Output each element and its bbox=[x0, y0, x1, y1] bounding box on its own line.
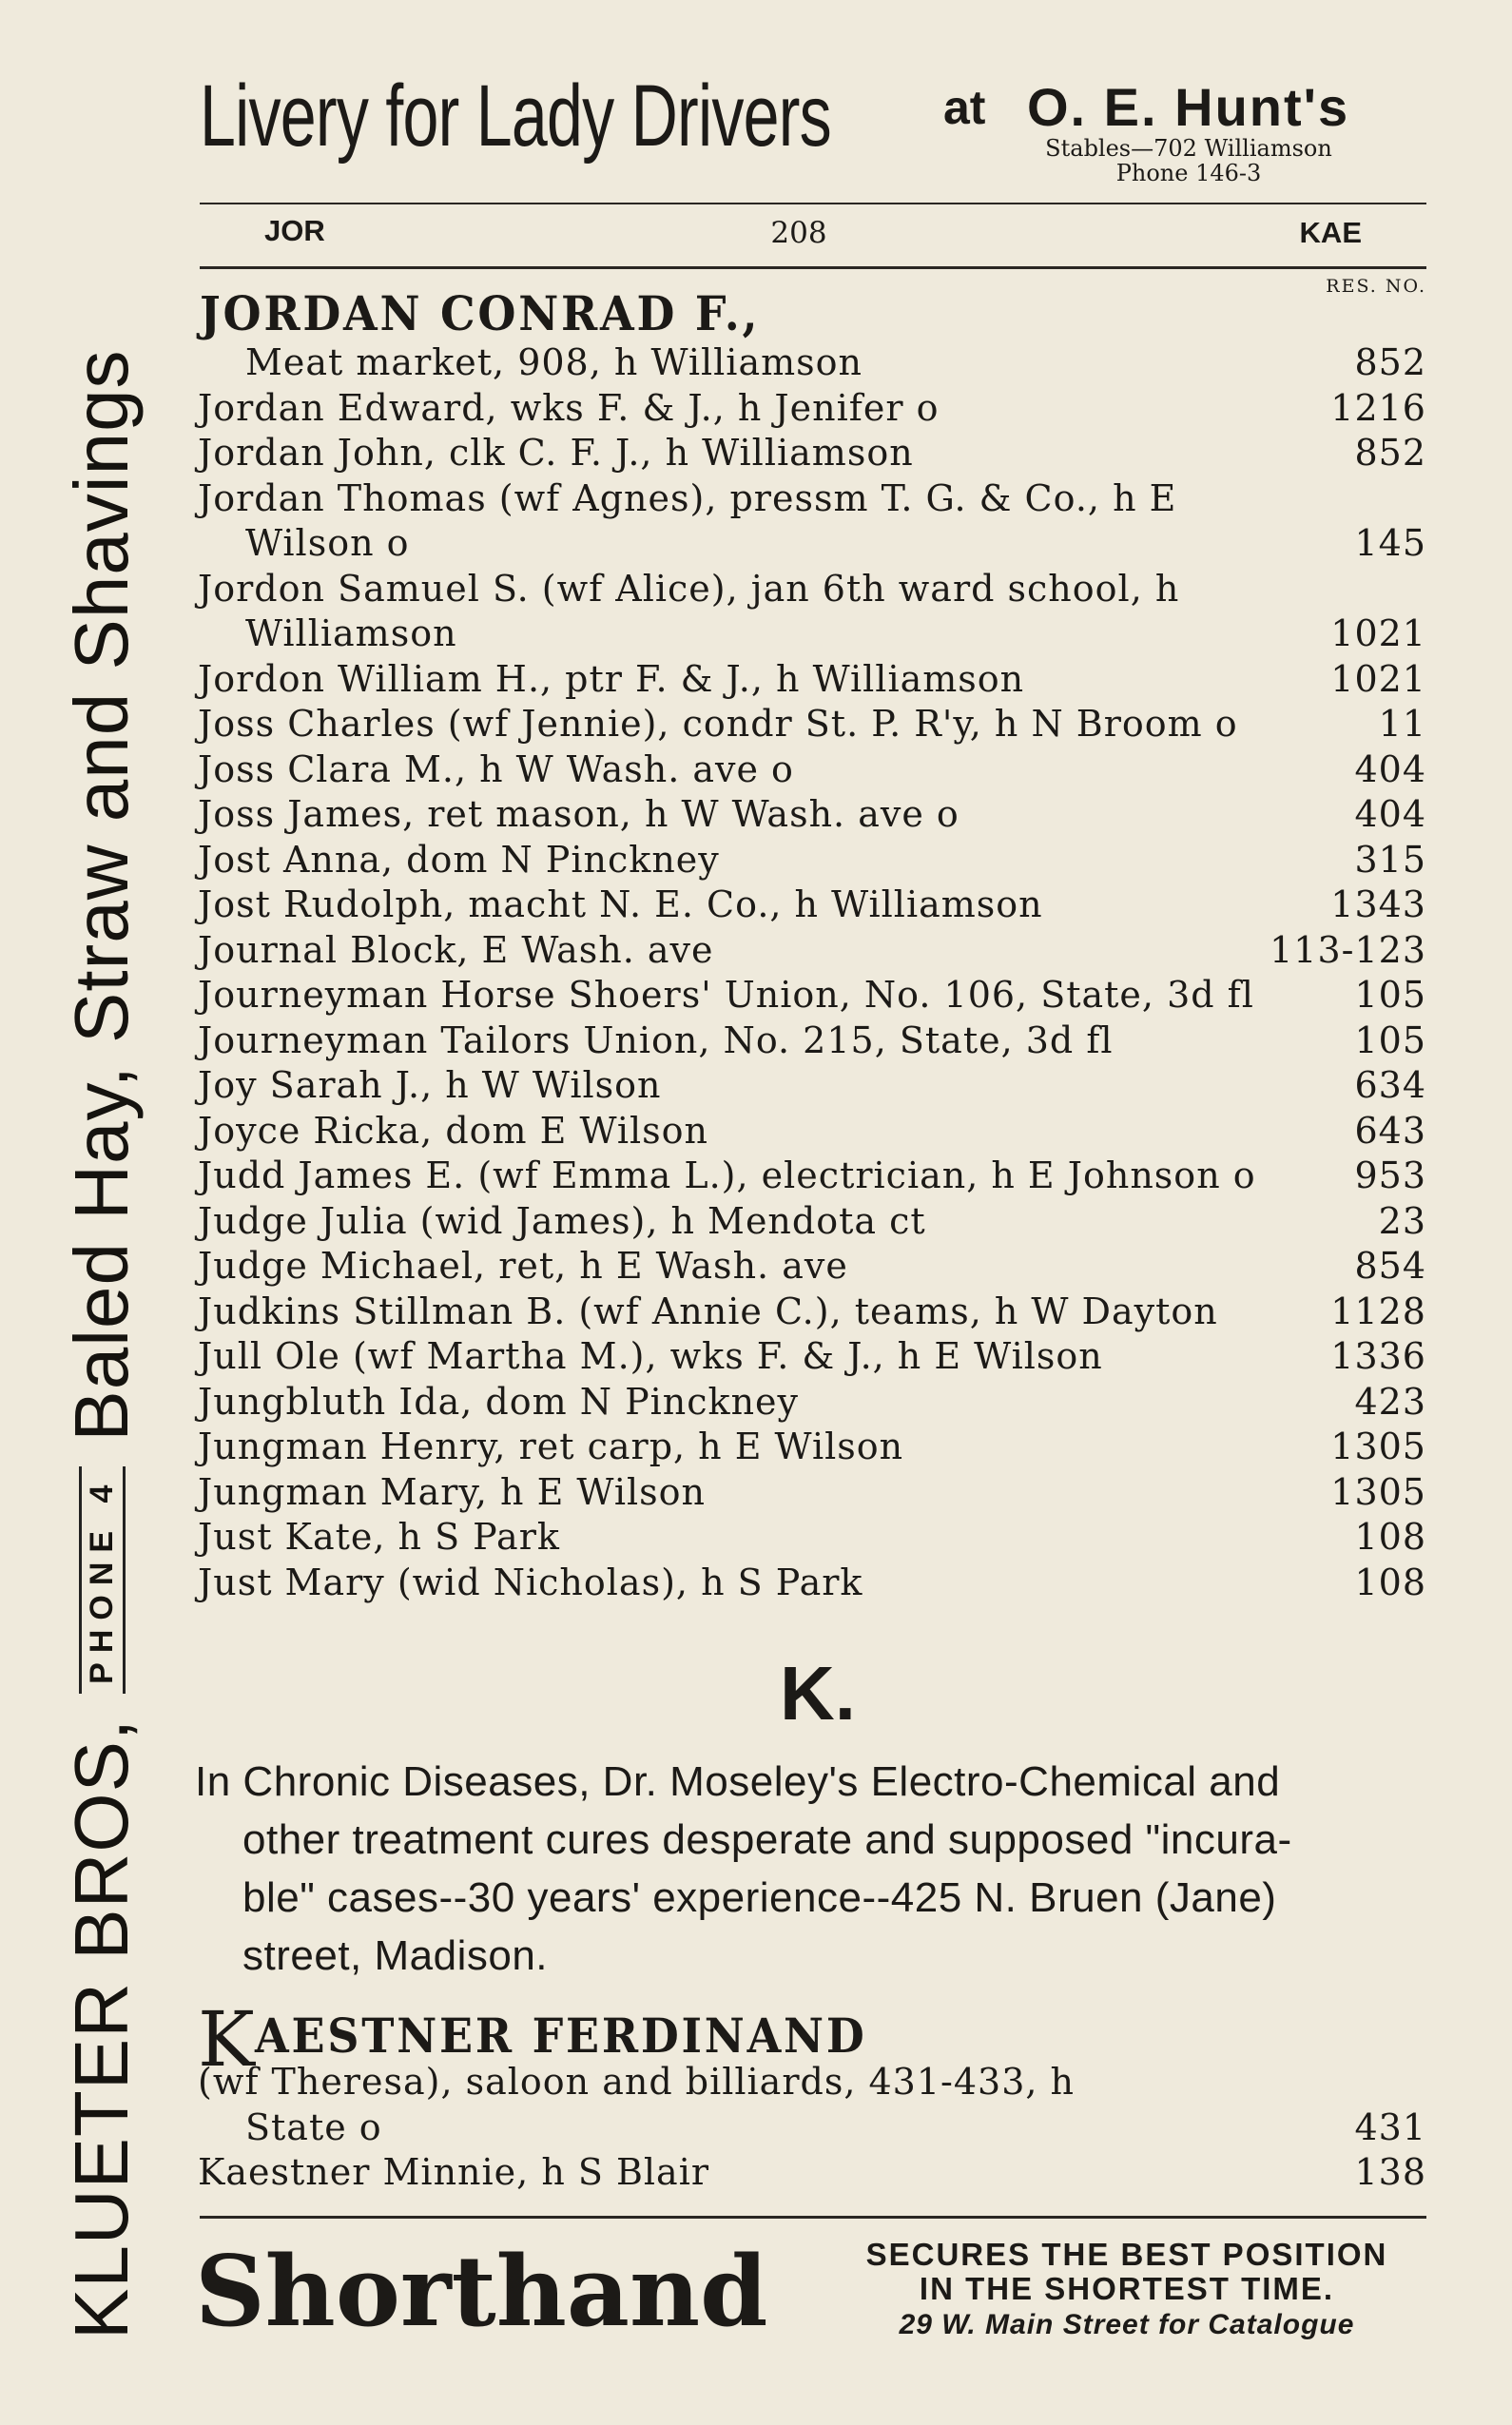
moseley-advertisement bbox=[195, 1753, 1431, 1985]
entry-text: Jost Anna, dom N Pinckney bbox=[198, 838, 720, 881]
top-ad-phone: Phone 146-3 bbox=[1115, 160, 1262, 186]
side-advertisement bbox=[49, 67, 154, 2339]
list-item bbox=[198, 1244, 1426, 1290]
residence-number: 1343 bbox=[1330, 883, 1426, 925]
bottom-ad-line2: IN THE SHORTEST TIME. bbox=[919, 2271, 1335, 2306]
residence-number: 1336 bbox=[1330, 1335, 1426, 1377]
entry-text: Jordon William H., ptr F. & J., h Williamson bbox=[198, 657, 1025, 700]
side-ad-firm: KLUETER BROS, bbox=[59, 1717, 144, 2339]
residence-number: 113-123 bbox=[1270, 928, 1426, 971]
list-item bbox=[198, 928, 1426, 974]
residence-number: 404 bbox=[1354, 747, 1426, 790]
residence-number: 1305 bbox=[1330, 1470, 1426, 1513]
entry-text: Meat market, 908, h Williamson bbox=[245, 341, 863, 383]
entry-text: Jordan Thomas (wf Agnes), pressm T. G. & Co., h E bbox=[198, 476, 1177, 519]
list-item bbox=[198, 431, 1426, 476]
residence-number: 1216 bbox=[1330, 386, 1426, 429]
list-item bbox=[198, 476, 1426, 567]
drop-cap: K bbox=[198, 1995, 255, 2084]
bottom-advertisement bbox=[195, 2235, 1431, 2349]
list-item bbox=[198, 838, 1426, 883]
list-item bbox=[198, 1470, 1426, 1516]
bottom-ad-line1: SECURES THE BEST POSITION bbox=[865, 2237, 1388, 2272]
top-ad-stables: Stables—702 Williamson bbox=[1045, 135, 1332, 162]
list-item bbox=[198, 1515, 1426, 1561]
header-rule-bottom bbox=[200, 266, 1426, 269]
side-ad-phone: PHONE 4 bbox=[79, 1466, 126, 1694]
res-no-label: RES. NO. bbox=[1326, 276, 1426, 297]
list-item bbox=[198, 702, 1426, 747]
side-ad-goods: Baled Hay, Straw and Shavings bbox=[59, 349, 144, 1442]
residence-number: 138 bbox=[1354, 2151, 1426, 2193]
list-item bbox=[198, 1154, 1426, 1199]
residence-number: 953 bbox=[1354, 1154, 1426, 1196]
entry-text: Just Kate, h S Park bbox=[198, 1516, 560, 1558]
entry-text: Joss James, ret mason, h W Wash. ave o bbox=[198, 793, 960, 835]
ad-line: ble" cases--30 years' experience--425 N. Bruen (Jane) bbox=[242, 1874, 1277, 1921]
top-ad-name: O. E. Hunt's bbox=[1027, 77, 1350, 137]
entry-continuation: Wilson o bbox=[245, 522, 410, 564]
list-item bbox=[198, 2060, 1426, 2150]
entry-list-j bbox=[198, 340, 1426, 1605]
residence-number: 1128 bbox=[1330, 1290, 1426, 1332]
section-letter: K. bbox=[780, 1651, 856, 1736]
entry-continuation: State o bbox=[245, 2105, 382, 2148]
residence-number: 423 bbox=[1354, 1380, 1426, 1423]
entry-text: Jost Rudolph, macht N. E. Co., h Williamson bbox=[198, 883, 1043, 925]
page-number: 208 bbox=[770, 216, 827, 250]
residence-number: 1021 bbox=[1330, 612, 1426, 654]
list-item bbox=[198, 747, 1426, 793]
list-item bbox=[198, 1561, 1426, 1606]
entry-text: Jungman Mary, h E Wilson bbox=[198, 1470, 706, 1513]
entry-text: Jull Ole (wf Martha M.), wks F. & J., h E Wilson bbox=[198, 1335, 1103, 1377]
footer-rule bbox=[200, 2216, 1426, 2219]
entry-text: Judd James E. (wf Emma L.), electrician, h E Johnson o bbox=[198, 1154, 1256, 1196]
header-right-guide: KAE bbox=[1299, 216, 1362, 249]
list-item bbox=[198, 386, 1426, 432]
residence-number: 105 bbox=[1354, 1018, 1426, 1061]
list-item bbox=[198, 1199, 1426, 1245]
entry-text: Jordan John, clk C. F. J., h Williamson bbox=[198, 432, 914, 474]
list-item bbox=[198, 657, 1426, 703]
residence-number: 852 bbox=[1354, 341, 1426, 383]
residence-number: 23 bbox=[1378, 1199, 1426, 1242]
list-item bbox=[198, 1109, 1426, 1154]
header-left-guide: JOR bbox=[264, 214, 325, 247]
residence-number: 852 bbox=[1354, 432, 1426, 474]
header-rule-top bbox=[200, 203, 1426, 204]
list-item bbox=[198, 883, 1426, 928]
top-ad-at: at bbox=[943, 81, 986, 134]
residence-number: 108 bbox=[1354, 1561, 1426, 1603]
residence-number: 1021 bbox=[1330, 657, 1426, 700]
entry-text: Joy Sarah J., h W Wilson bbox=[198, 1064, 662, 1106]
list-item bbox=[198, 1425, 1426, 1470]
entry-text: Journeyman Horse Shoers' Union, No. 106, State, 3d fl bbox=[198, 974, 1254, 1016]
running-header bbox=[200, 214, 1426, 262]
list-item bbox=[198, 1018, 1426, 1064]
list-item bbox=[198, 973, 1426, 1018]
residence-number: 854 bbox=[1354, 1245, 1426, 1287]
list-item bbox=[198, 792, 1426, 838]
entry-text: Jordan Edward, wks F. & J., h Jenifer o bbox=[198, 386, 940, 429]
residence-number: 11 bbox=[1378, 703, 1426, 745]
list-item bbox=[198, 2150, 1426, 2196]
entry-text: Joss Clara M., h W Wash. ave o bbox=[198, 747, 794, 790]
ad-line: In Chronic Diseases, Dr. Moseley's Electro-Chemical and bbox=[195, 1758, 1281, 1805]
bottom-ad-title: Shorthand bbox=[195, 2235, 768, 2349]
residence-number: 431 bbox=[1354, 2105, 1426, 2148]
list-item bbox=[198, 1063, 1426, 1109]
list-item bbox=[198, 567, 1426, 657]
entry-text: (wf Theresa), saloon and billiards, 431-433, h bbox=[198, 2061, 1076, 2103]
entry-text: Joyce Ricka, dom E Wilson bbox=[198, 1109, 708, 1152]
entry-continuation: Williamson bbox=[245, 612, 457, 654]
entry-text: Journeyman Tailors Union, No. 215, State, 3d fl bbox=[198, 1018, 1114, 1061]
residence-number: 643 bbox=[1354, 1109, 1426, 1152]
entry-text: Judge Michael, ret, h E Wash. ave bbox=[198, 1245, 848, 1287]
list-item bbox=[198, 1290, 1426, 1335]
entry-text: Judkins Stillman B. (wf Annie C.), teams, h W Dayton bbox=[198, 1290, 1218, 1332]
residence-number: 108 bbox=[1354, 1516, 1426, 1558]
bold-entry-name: JORDAN CONRAD F., bbox=[200, 285, 761, 341]
list-item bbox=[198, 1380, 1426, 1426]
entry-text: Kaestner Minnie, h S Blair bbox=[198, 2151, 710, 2193]
entry-text: Jungbluth Ida, dom N Pinckney bbox=[198, 1380, 800, 1423]
bottom-ad-line3: 29 W. Main Street for Catalogue bbox=[899, 2309, 1355, 2340]
entry-list-k bbox=[198, 2060, 1426, 2196]
entry-text: Journal Block, E Wash. ave bbox=[198, 928, 714, 971]
entry-text: Joss Charles (wf Jennie), condr St. P. R'y, h N Broom o bbox=[198, 703, 1238, 745]
residence-number: 315 bbox=[1354, 838, 1426, 881]
ad-line: other treatment cures desperate and supposed "incura- bbox=[242, 1816, 1292, 1863]
entry-text: Judge Julia (wid James), h Mendota ct bbox=[198, 1199, 926, 1242]
residence-number: 634 bbox=[1354, 1064, 1426, 1106]
list-item bbox=[198, 1334, 1426, 1380]
kaestner-name: AESTNER FERDINAND bbox=[254, 2008, 867, 2064]
entry-text: Just Mary (wid Nicholas), h S Park bbox=[198, 1561, 863, 1603]
entry-text: Jordon Samuel S. (wf Alice), jan 6th ward school, h bbox=[198, 567, 1180, 610]
residence-number: 404 bbox=[1354, 793, 1426, 835]
entry-text: Jungman Henry, ret carp, h E Wilson bbox=[198, 1426, 904, 1467]
residence-number: 105 bbox=[1354, 974, 1426, 1016]
top-ad-main: Livery for Lady Drivers bbox=[200, 68, 831, 165]
top-advertisement bbox=[200, 67, 1436, 190]
list-item bbox=[198, 340, 1426, 386]
ad-line: street, Madison. bbox=[242, 1932, 549, 1979]
residence-number: 145 bbox=[1354, 522, 1426, 564]
residence-number: 1305 bbox=[1330, 1426, 1426, 1467]
